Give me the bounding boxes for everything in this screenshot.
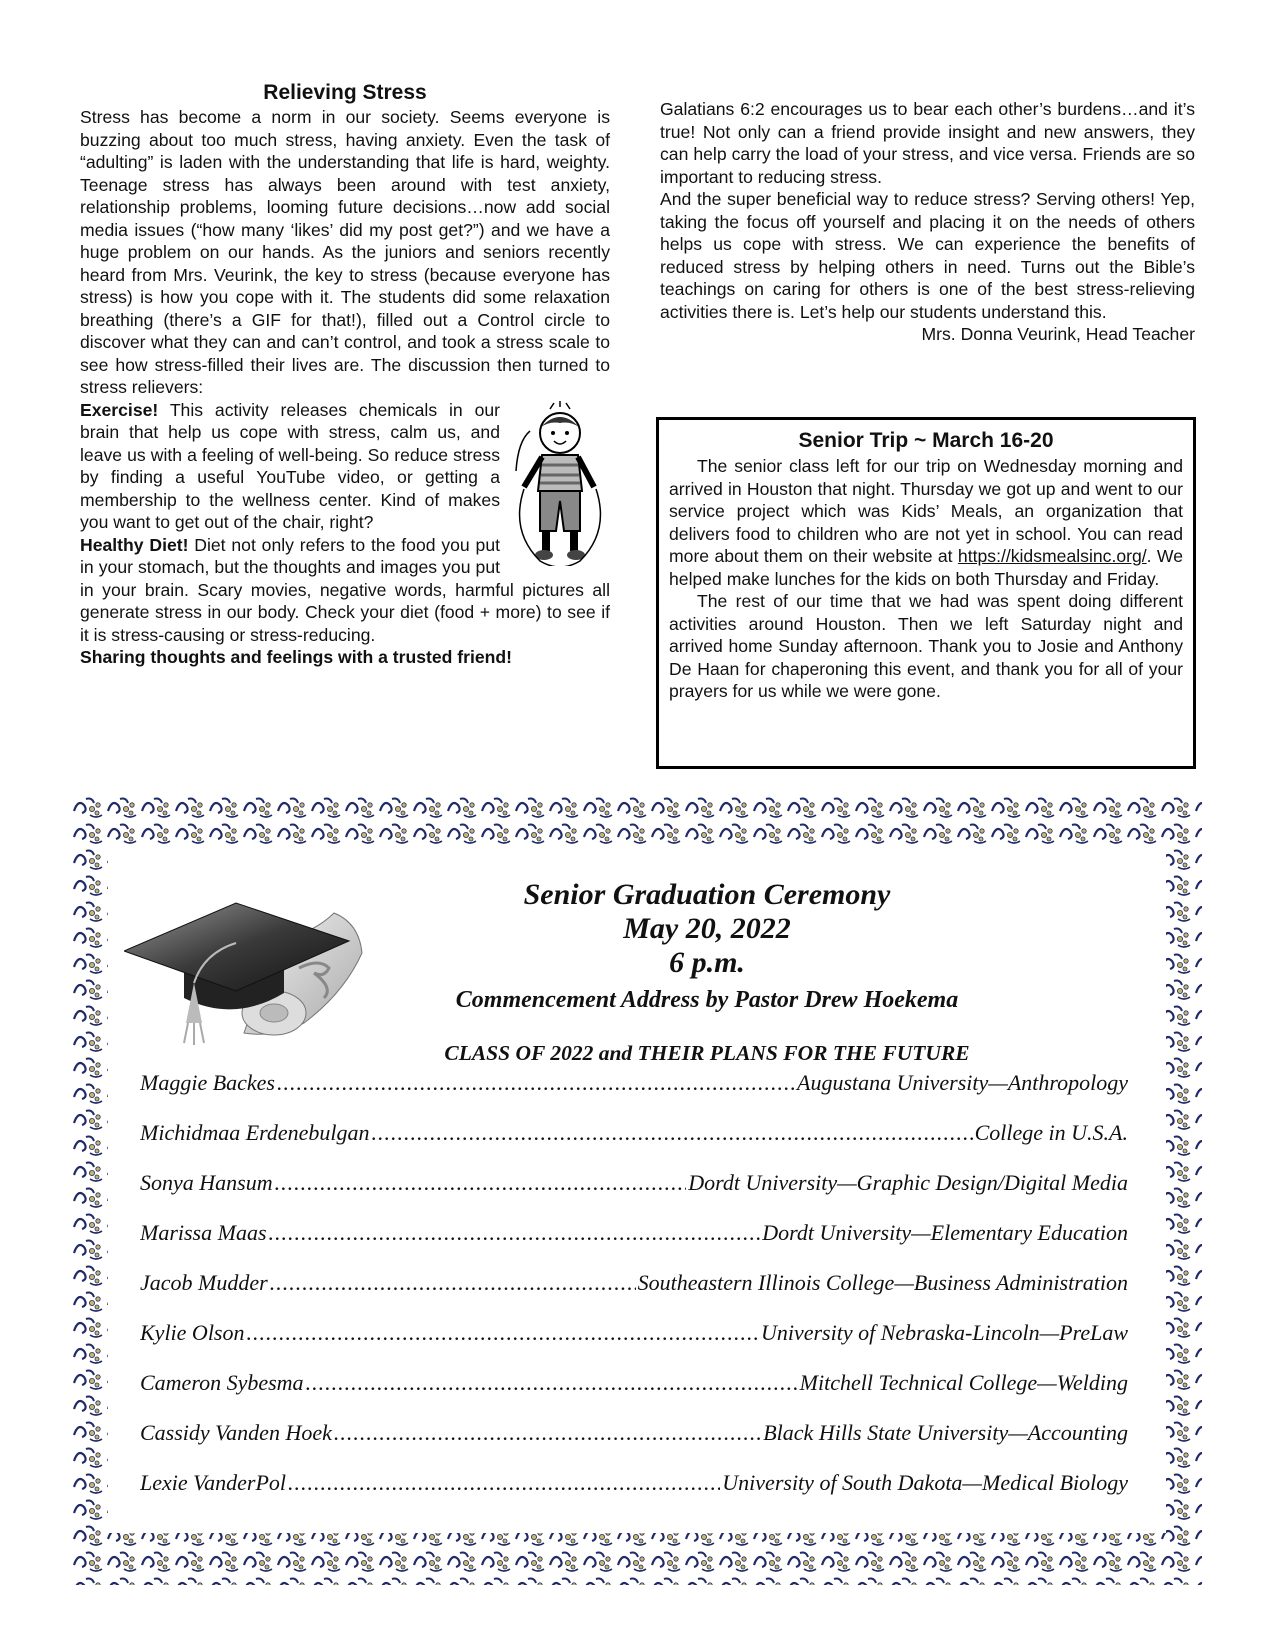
graduate-plan: Dordt University—Elementary Education [762, 1220, 1128, 1245]
exercise-label: Exercise! [80, 399, 159, 420]
dot-leader [247, 1320, 759, 1346]
list-item [140, 1420, 1128, 1470]
list-item [140, 1470, 1128, 1520]
dot-leader [269, 1220, 761, 1246]
graduate-plan: Black Hills State University—Accounting [763, 1420, 1128, 1445]
list-item [140, 1170, 1128, 1220]
kids-meals-link[interactable]: https://kidsmealsinc.org/ [957, 546, 1147, 566]
list-item [140, 1320, 1128, 1370]
graduate-plan: Dordt University—Graphic Design/Digital Media [688, 1170, 1128, 1195]
graduate-name: Sonya Hansum [140, 1170, 273, 1195]
dot-leader [334, 1420, 761, 1446]
sharing-label: Sharing thoughts and feelings with a trusted friend! [80, 647, 513, 667]
article-title: Relieving Stress [263, 81, 427, 104]
graduation-date: May 20, 2022 [623, 912, 791, 945]
dot-leader [306, 1370, 798, 1396]
commencement-address: Commencement Address by Pastor Drew Hoekema [455, 987, 959, 1013]
graduate-name: Jacob Mudder [140, 1270, 268, 1295]
trip-paragraph-2: The rest of our time that we had was spent doing different activities around Houston. Then we left Saturday night and arrived home Sunday afternoon. Thank you to Josie and Anthony De Haan for chaperoning this event, and thank you for all of your prayers for us while we were gone. [669, 591, 1183, 701]
list-item [140, 1120, 1128, 1170]
graduate-name: Lexie VanderPol [140, 1470, 287, 1495]
dot-leader [288, 1470, 720, 1496]
list-item [140, 1270, 1128, 1320]
relieving-stress-article [80, 80, 610, 669]
sharing-paragraph [80, 646, 610, 669]
list-item [140, 1370, 1128, 1420]
class-heading: CLASS OF 2022 and THEIR PLANS FOR THE FUTURE [444, 1041, 970, 1065]
graduate-name: Cameron Sybesma [140, 1370, 304, 1395]
trip-p1-after: . We helped make lunches for the kids on both Thursday and Friday. [669, 546, 1183, 589]
graduate-name: Maggie Backes [140, 1070, 275, 1095]
graduate-name: Kylie Olson [140, 1320, 245, 1345]
stress-intro: Stress has become a norm in our society. Seems everyone is buzzing about too much stress, having anxiety. Even the task of “adulting” is laden with the understanding that life is hard, weighty. Teenage stress has always been around with test anxiety, relationship problems, looming future decisions…now add social media issues (“how many ‘likes’ did my post get?”) and we have a huge problem on our hands. As the juniors and seniors recently heard from Mrs. Veurink, the key to stress (because everyone has stress) is how you cope with it. The students did some relaxation breathing (there’s a GIF for that!), filled out a Control circle to discover what they can and can’t control, and took a stress scale to see how stress-filled their lives are. The discussion then turned to stress relievers: [80, 107, 610, 397]
dot-leader [372, 1120, 973, 1146]
graduate-name: Michidmaa Erdenebulgan [140, 1120, 370, 1145]
graduate-name: Cassidy Vanden Hoek [140, 1420, 332, 1445]
graduate-name: Marissa Maas [140, 1220, 267, 1245]
galatians-paragraph: Galatians 6:2 encourages us to bear each other’s burdens…and it’s true! Not only can a friend provide insight and new answers, they can help carry the load of your stress, and vice versa. Friends are so important to reducing stress. [660, 99, 1195, 187]
author-signature: Mrs. Donna Veurink, Head Teacher [921, 324, 1195, 344]
graduate-plan: Mitchell Technical College—Welding [799, 1370, 1128, 1395]
diet-text: Diet not only refers to the food you put in your stomach, but the thoughts and images you put in your brain. Scary movies, negative words, harmful pictures all generate stress in our body. Check your diet (food + more) to see if it is stress-causing or stress-reducing. [80, 534, 610, 645]
dot-leader [275, 1170, 687, 1196]
graduate-plan: Southeastern Illinois College—Business Administration [637, 1270, 1128, 1295]
serving-paragraph: And the super beneficial way to reduce stress? Serving others! Yep, taking the focus off yourself and placing it on the needs of others helps us cope with stress. We can experience the benefits of reduced stress by helping others in need. Turns out the Bible’s teachings on caring for others is one of the best stress-relieving activities there is. Let’s help our students understand this. [660, 189, 1195, 322]
graduate-plan: College in U.S.A. [974, 1120, 1128, 1145]
graduation-title: Senior Graduation Ceremony [523, 878, 891, 911]
graduation-cap-diploma-icon [124, 873, 394, 1048]
stress-article-continued [660, 98, 1195, 346]
graduates-list [140, 1070, 1128, 1520]
senior-trip-box [656, 417, 1196, 769]
graduation-section [72, 795, 1202, 1585]
trip-p1-before: The senior class left for our trip on Wednesday morning and arrived in Houston that night. Thursday we got up and went to our service project which was Kids’ Meals, an organization that delivers food to children who are not yet in school. You can read more about them on their website at [669, 456, 1183, 566]
dot-leader [270, 1270, 636, 1296]
graduate-plan: Augustana University—Anthropology [797, 1070, 1128, 1095]
list-item [140, 1070, 1128, 1120]
trip-paragraph-1 [669, 455, 1183, 590]
graduate-plan: University of Nebraska-Lincoln—PreLaw [760, 1320, 1128, 1345]
diet-label: Healthy Diet! [80, 534, 189, 555]
graduate-plan: University of South Dakota—Medical Biology [722, 1470, 1128, 1495]
senior-trip-title: Senior Trip ~ March 16-20 [798, 429, 1054, 452]
list-item [140, 1220, 1128, 1270]
jump-rope-boy-icon [510, 401, 610, 566]
exercise-text: This activity releases chemicals in our brain that help us cope with stress, calm us, and leave us with a feeling of well-being. So reduce stress by finding a useful YouTube video, or getting a membership to the wellness center. Kind of makes you want to get out of the chair, right? [80, 399, 500, 532]
graduation-time: 6 p.m. [669, 946, 745, 979]
dot-leader [277, 1070, 795, 1096]
